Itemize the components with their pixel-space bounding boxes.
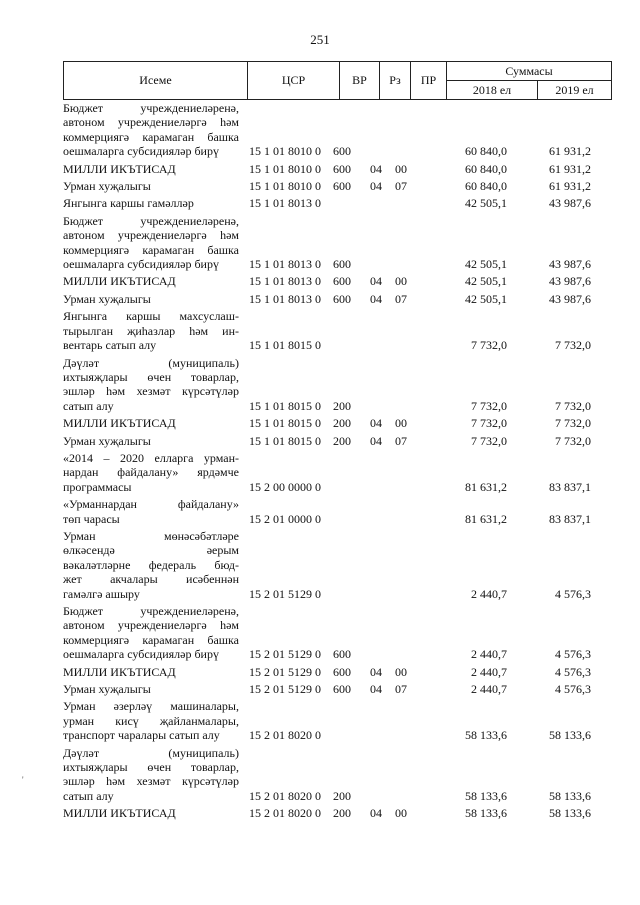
row-name <box>63 682 243 696</box>
row-name-line: ихтыяҗлары өчен товарлар, <box>63 760 239 775</box>
table-row <box>63 274 611 288</box>
row-sum-2019: 43 987,6 <box>549 291 591 306</box>
row-name-line: вентарь сатып алу <box>63 338 157 353</box>
row-name-line: Урман әзерләү машиналары, <box>63 699 239 714</box>
row-sum-2019: 43 987,6 <box>549 274 591 289</box>
row-vr: 200 <box>333 416 351 431</box>
table-row <box>63 746 611 804</box>
row-name <box>63 529 243 601</box>
row-csr: 15 2 00 0000 0 <box>249 479 321 494</box>
margin-mark: ' <box>22 775 24 785</box>
row-name <box>63 101 243 159</box>
table-row <box>63 214 611 272</box>
row-csr: 15 2 01 5129 0 <box>249 586 321 601</box>
table-row <box>63 292 611 306</box>
header-rz: Рз <box>380 62 411 100</box>
table-row <box>63 806 611 820</box>
row-name-line: МИЛЛИ ИКЪТИСАД <box>63 664 176 679</box>
row-name-line: Урман хуҗалыгы <box>63 682 151 697</box>
row-vr: 600 <box>333 664 351 679</box>
row-pr: 07 <box>395 433 407 448</box>
table-header <box>63 61 612 100</box>
row-name-line: Бюджет учреждениеләренә, <box>63 101 239 115</box>
row-name <box>63 309 243 352</box>
row-name-line: сатып алу <box>63 398 114 413</box>
row-rz: 04 <box>370 274 382 289</box>
header-year-2018: 2018 ел <box>447 81 538 100</box>
row-name-line: Урман хуҗалыгы <box>63 433 151 448</box>
row-name-line: Янгынга каршы махсуслаш- <box>63 309 239 324</box>
row-csr: 15 1 01 8013 0 <box>249 291 321 306</box>
row-name-line: МИЛЛИ ИКЪТИСАД <box>63 161 176 176</box>
row-sum-2018: 58 133,6 <box>465 728 507 743</box>
row-sum-2018: 58 133,6 <box>465 788 507 803</box>
table-row <box>63 196 611 210</box>
row-rz: 04 <box>370 433 382 448</box>
row-name <box>63 699 243 742</box>
row-name-line: коммерциягә карамаган башка <box>63 129 239 144</box>
row-sum-2018: 81 631,2 <box>465 479 507 494</box>
table-row <box>63 682 611 696</box>
row-name <box>63 274 243 288</box>
header-pr: ПР <box>411 62 447 100</box>
row-name-line: тырылган җиһазлар һәм ин- <box>63 323 239 338</box>
row-name-line: Дәүләт (муниципаль) <box>63 355 239 370</box>
table-row <box>63 309 611 352</box>
row-name-line: урман кисү җайланмалары, <box>63 713 239 728</box>
row-sum-2018: 7 732,0 <box>471 398 507 413</box>
row-name-line: «Урманнардан файдалану» <box>63 497 239 512</box>
table-row <box>63 179 611 193</box>
row-name <box>63 292 243 306</box>
row-csr: 15 1 01 8015 0 <box>249 398 321 413</box>
row-sum-2019: 61 931,2 <box>549 179 591 194</box>
row-pr: 00 <box>395 664 407 679</box>
row-sum-2018: 42 505,1 <box>465 257 507 272</box>
row-name-line: эшләр һәм хезмәт күрсәтүләр <box>63 774 239 789</box>
row-pr: 00 <box>395 161 407 176</box>
row-sum-2018: 58 133,6 <box>465 806 507 821</box>
row-name-line: МИЛЛИ ИКЪТИСАД <box>63 806 176 821</box>
row-sum-2018: 42 505,1 <box>465 274 507 289</box>
row-sum-2019: 7 732,0 <box>555 416 591 431</box>
row-name <box>63 214 243 272</box>
row-name-line: Урман мөнәсәбәтләре <box>63 528 239 543</box>
row-name-line: сатып алу <box>63 788 114 803</box>
row-name-line: оешмаларга субсидияләр бирү <box>63 647 219 662</box>
row-pr: 00 <box>395 806 407 821</box>
row-sum-2018: 2 440,7 <box>471 682 507 697</box>
header-sums: Суммасы <box>447 62 612 81</box>
table-row <box>63 416 611 430</box>
row-pr: 07 <box>395 179 407 194</box>
row-vr: 200 <box>333 806 351 821</box>
row-csr: 15 1 01 8015 0 <box>249 416 321 431</box>
row-sum-2018: 7 732,0 <box>471 433 507 448</box>
row-sum-2018: 2 440,7 <box>471 647 507 662</box>
row-sum-2019: 61 931,2 <box>549 161 591 176</box>
row-sum-2018: 60 840,0 <box>465 161 507 176</box>
row-csr: 15 1 01 8013 0 <box>249 196 321 211</box>
row-sum-2019: 7 732,0 <box>555 338 591 353</box>
row-name-line: Бюджет учреждениеләренә, <box>63 213 239 228</box>
row-rz: 04 <box>370 682 382 697</box>
row-pr: 00 <box>395 274 407 289</box>
row-name-line: Урман хуҗалыгы <box>63 291 151 306</box>
row-sum-2018: 81 631,2 <box>465 511 507 526</box>
row-sum-2018: 7 732,0 <box>471 338 507 353</box>
row-sum-2018: 60 840,0 <box>465 144 507 159</box>
row-sum-2018: 42 505,1 <box>465 196 507 211</box>
table-row <box>63 665 611 679</box>
row-name <box>63 356 243 414</box>
row-name <box>63 806 243 820</box>
row-rz: 04 <box>370 806 382 821</box>
row-sum-2019: 61 931,2 <box>549 144 591 159</box>
row-csr: 15 2 01 0000 0 <box>249 511 321 526</box>
row-name-line: төп чарасы <box>63 511 120 526</box>
table-row <box>63 497 611 526</box>
row-vr: 200 <box>333 788 351 803</box>
row-sum-2019: 4 576,3 <box>555 647 591 662</box>
table-row <box>63 699 611 742</box>
row-csr: 15 2 01 5129 0 <box>249 664 321 679</box>
row-sum-2019: 43 987,6 <box>549 257 591 272</box>
row-sum-2019: 58 133,6 <box>549 728 591 743</box>
row-csr: 15 1 01 8015 0 <box>249 433 321 448</box>
row-name <box>63 416 243 430</box>
row-csr: 15 1 01 8010 0 <box>249 179 321 194</box>
header-name: Исеме <box>64 62 248 100</box>
row-pr: 00 <box>395 416 407 431</box>
row-name-line: оешмаларга субсидияләр бирү <box>63 257 219 272</box>
row-name-line: программасы <box>63 479 132 494</box>
row-rz: 04 <box>370 179 382 194</box>
row-sum-2019: 4 576,3 <box>555 682 591 697</box>
row-sum-2019: 4 576,3 <box>555 586 591 601</box>
row-csr: 15 2 01 5129 0 <box>249 647 321 662</box>
row-csr: 15 1 01 8010 0 <box>249 161 321 176</box>
row-csr: 15 2 01 5129 0 <box>249 682 321 697</box>
row-pr: 07 <box>395 682 407 697</box>
row-vr: 600 <box>333 274 351 289</box>
row-vr: 600 <box>333 647 351 662</box>
row-name-line: Дәүләт (муниципаль) <box>63 745 239 760</box>
row-vr: 200 <box>333 398 351 413</box>
row-vr: 600 <box>333 161 351 176</box>
row-csr: 15 2 01 8020 0 <box>249 788 321 803</box>
row-name-line: автоном учреждениеләргә һәм <box>63 228 239 243</box>
row-rz: 04 <box>370 291 382 306</box>
row-rz: 04 <box>370 664 382 679</box>
row-name <box>63 196 243 210</box>
row-name-line: МИЛЛИ ИКЪТИСАД <box>63 416 176 431</box>
header-vr: ВР <box>340 62 380 100</box>
row-sum-2019: 7 732,0 <box>555 398 591 413</box>
row-name-line: ихтыяҗлары өчен товарлар, <box>63 369 239 384</box>
row-sum-2019: 83 837,1 <box>549 479 591 494</box>
row-name-line: транспорт чаралары сатып алу <box>63 728 220 743</box>
table-row <box>63 101 611 159</box>
row-sum-2019: 83 837,1 <box>549 511 591 526</box>
row-name <box>63 665 243 679</box>
row-sum-2018: 60 840,0 <box>465 179 507 194</box>
row-sum-2018: 2 440,7 <box>471 664 507 679</box>
row-vr: 600 <box>333 257 351 272</box>
row-name-line: өлкәсендә әерым <box>63 543 239 558</box>
row-csr: 15 1 01 8010 0 <box>249 144 321 159</box>
row-name-line: МИЛЛИ ИКЪТИСАД <box>63 274 176 289</box>
row-name-line: оешмаларга субсидияләр бирү <box>63 144 219 159</box>
table-row <box>63 434 611 448</box>
row-csr: 15 1 01 8013 0 <box>249 257 321 272</box>
row-name <box>63 179 243 193</box>
row-csr: 15 2 01 8020 0 <box>249 728 321 743</box>
header-year-2019: 2019 ел <box>538 81 612 100</box>
row-vr: 600 <box>333 291 351 306</box>
row-rz: 04 <box>370 161 382 176</box>
row-vr: 600 <box>333 144 351 159</box>
row-name <box>63 746 243 804</box>
row-name-line: коммерциягә карамаган башка <box>63 242 239 257</box>
table-row <box>63 451 611 494</box>
table-body <box>63 101 611 821</box>
table-row <box>63 529 611 601</box>
table-row <box>63 604 611 662</box>
row-name <box>63 451 243 494</box>
row-name-line: жет акчалары исәбеннән <box>63 572 239 587</box>
header-csr: ЦСР <box>248 62 340 100</box>
row-name-line: гамәлгә ашыру <box>63 586 140 601</box>
row-name-line: «2014 – 2020 елларга урман- <box>63 450 239 465</box>
row-sum-2019: 58 133,6 <box>549 788 591 803</box>
page-number: 251 <box>310 32 330 47</box>
row-name <box>63 434 243 448</box>
row-rz: 04 <box>370 416 382 431</box>
row-name <box>63 162 243 176</box>
row-csr: 15 1 01 8015 0 <box>249 338 321 353</box>
row-name-line: автоном учреждениеләргә һәм <box>63 115 239 130</box>
row-name-line: вәкаләтләрне федераль бюд- <box>63 557 239 572</box>
row-name-line: коммерциягә карамаган башка <box>63 632 239 647</box>
row-vr: 600 <box>333 682 351 697</box>
row-name-line: эшләр һәм хезмәт күрсәтүләр <box>63 384 239 399</box>
row-sum-2019: 58 133,6 <box>549 806 591 821</box>
row-csr: 15 1 01 8013 0 <box>249 274 321 289</box>
row-name-line: нардан файдалану» ярдәмче <box>63 465 239 480</box>
row-sum-2019: 4 576,3 <box>555 664 591 679</box>
row-vr: 200 <box>333 433 351 448</box>
row-sum-2018: 2 440,7 <box>471 586 507 601</box>
row-name <box>63 604 243 662</box>
row-vr: 600 <box>333 179 351 194</box>
row-name-line: Урман хуҗалыгы <box>63 179 151 194</box>
row-csr: 15 2 01 8020 0 <box>249 806 321 821</box>
row-sum-2019: 43 987,6 <box>549 196 591 211</box>
row-sum-2019: 7 732,0 <box>555 433 591 448</box>
row-name-line: автоном учреждениеләргә һәм <box>63 618 239 633</box>
row-name-line: Янгынга каршы гамәлләр <box>63 196 194 211</box>
row-sum-2018: 42 505,1 <box>465 291 507 306</box>
table-row <box>63 356 611 414</box>
row-name-line: Бюджет учреждениеләренә, <box>63 604 239 618</box>
table-row <box>63 162 611 176</box>
row-sum-2018: 7 732,0 <box>471 416 507 431</box>
row-name <box>63 497 243 526</box>
row-pr: 07 <box>395 291 407 306</box>
